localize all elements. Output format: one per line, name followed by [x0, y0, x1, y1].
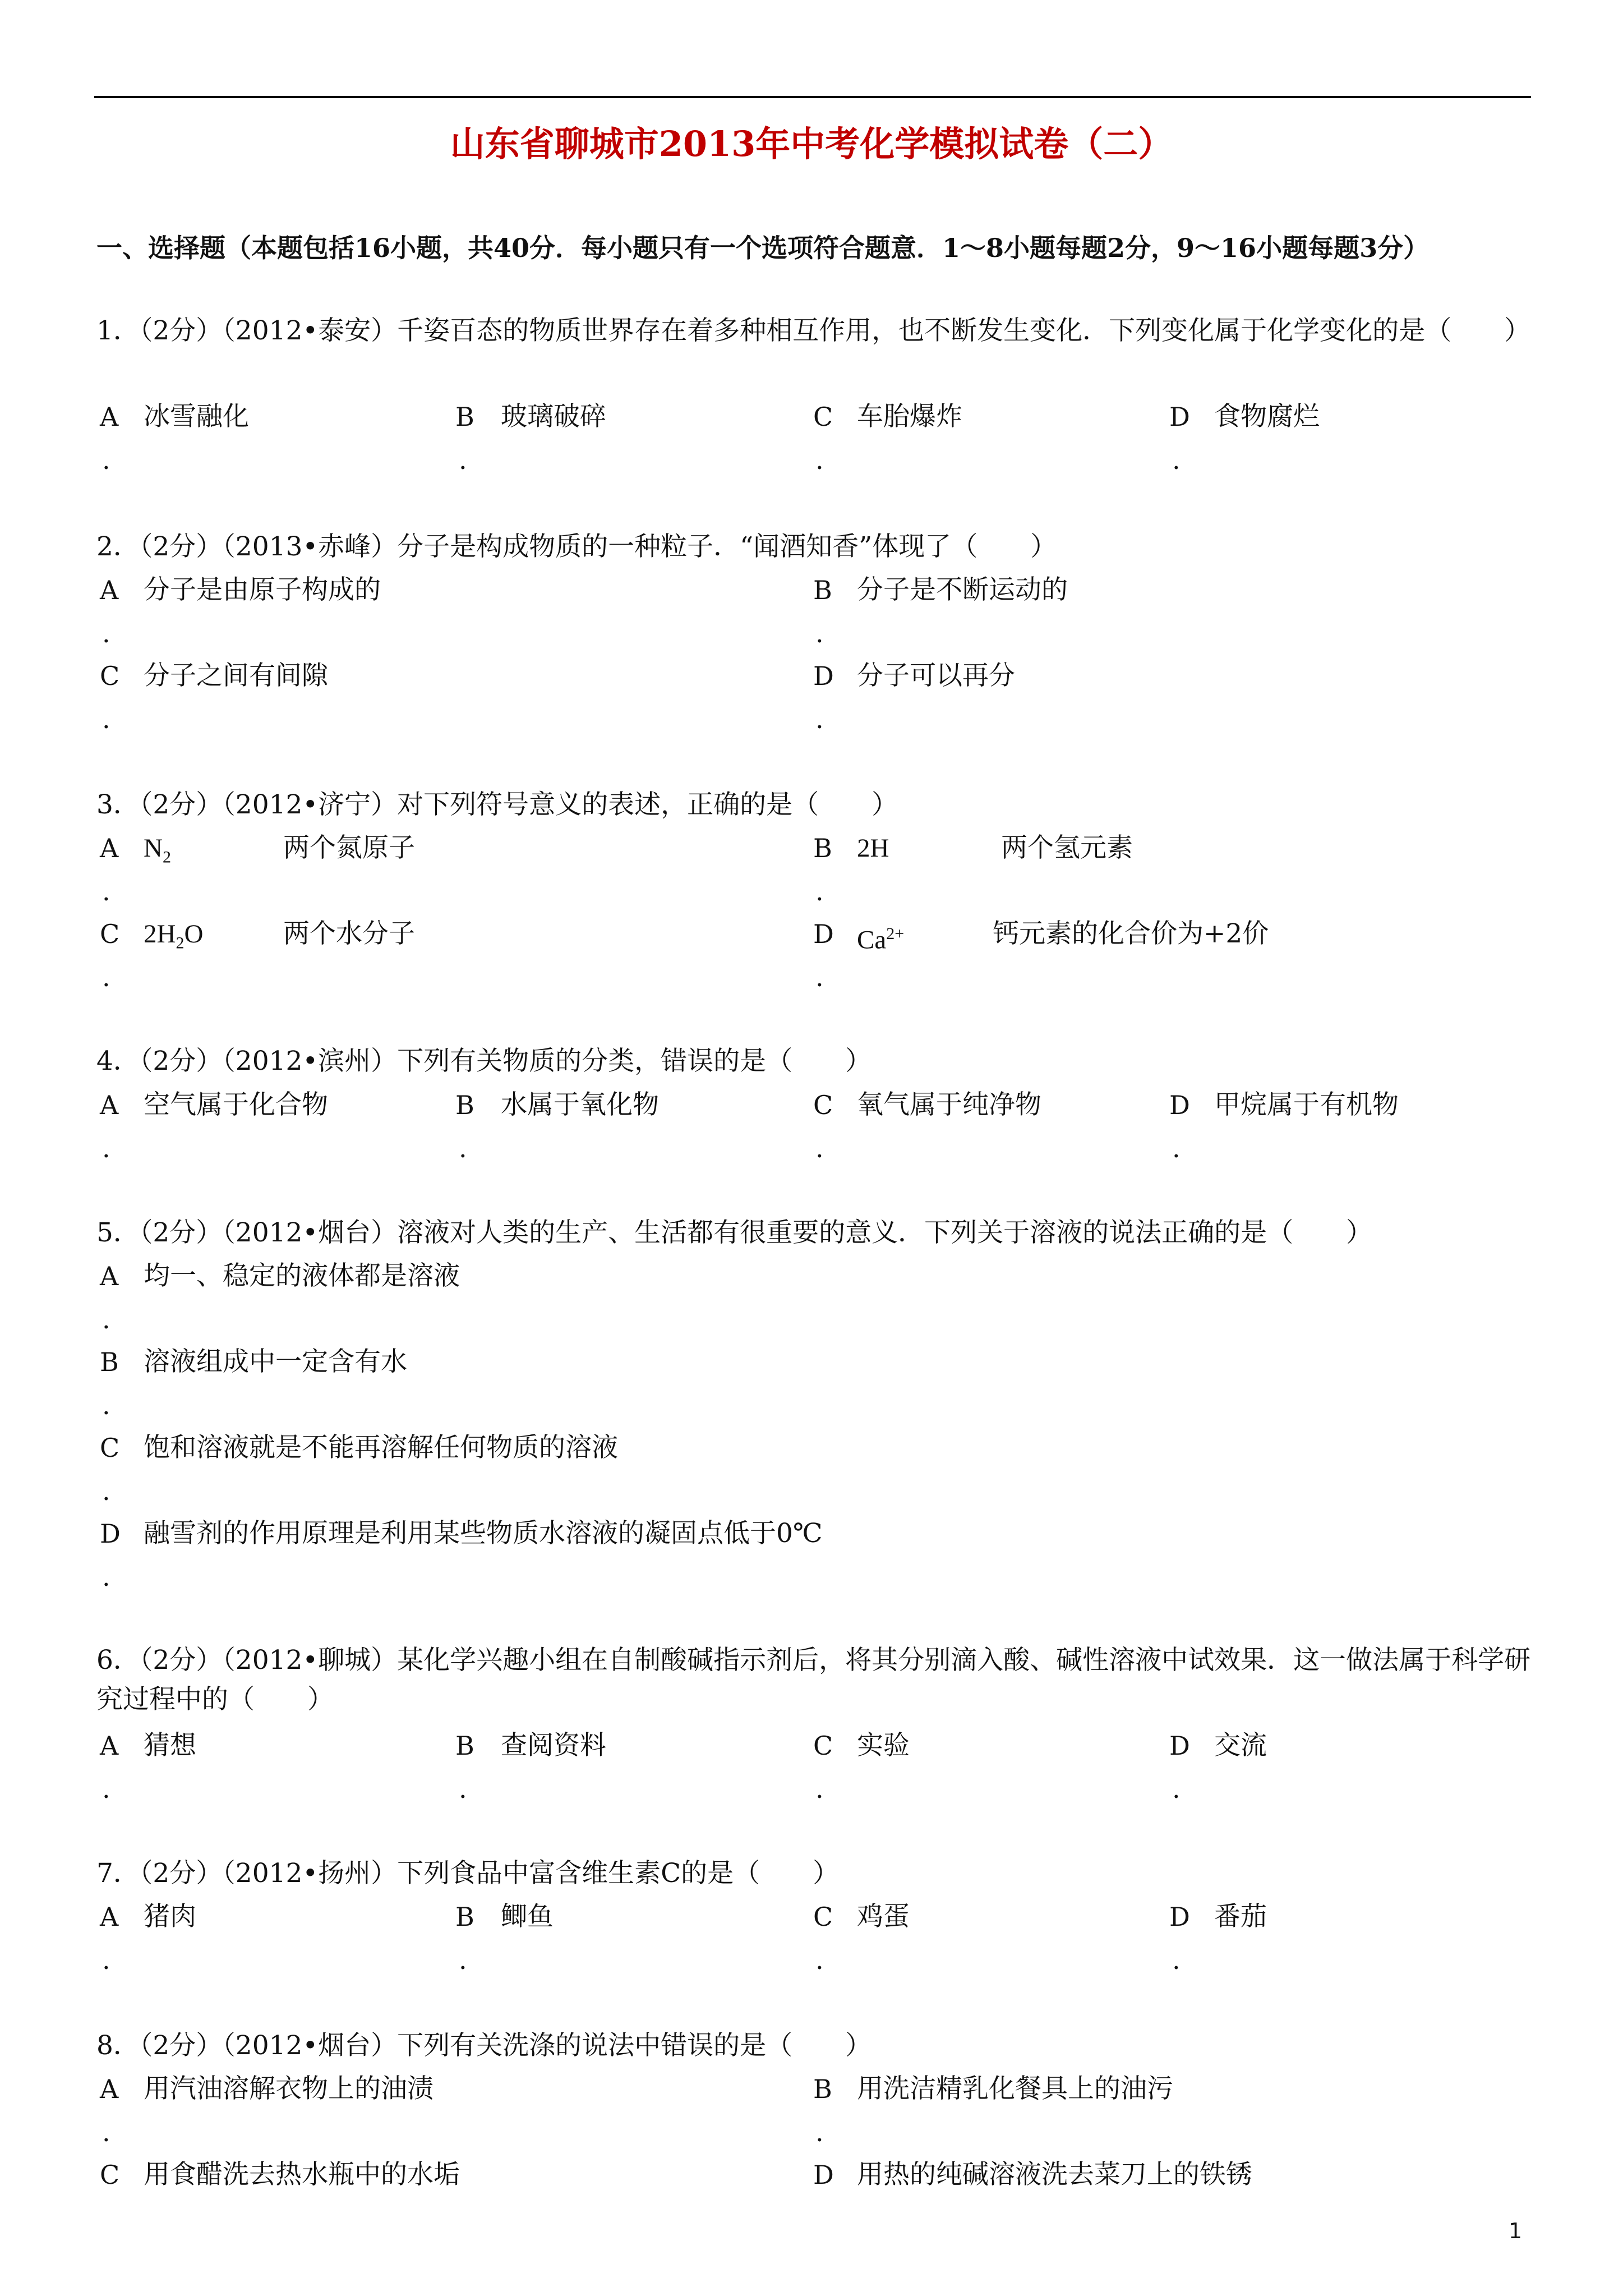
q4-option-b: 水属于氧化物: [501, 1089, 659, 1120]
q7-option-d: 番茄: [1214, 1901, 1267, 1932]
q7-option-d-letter: D: [1169, 1902, 1190, 1932]
q2-option-a-letter: A: [100, 575, 119, 605]
q5-option-c-letter: C: [100, 1433, 120, 1463]
q3-option-c-letter: C: [100, 919, 120, 949]
q4-option-c-dot: .: [815, 1133, 824, 1163]
q3-option-d-letter: D: [813, 919, 834, 949]
q6-option-c-letter: C: [813, 1731, 833, 1761]
q5-option-b-letter: B: [100, 1347, 119, 1377]
q1-option-b-letter: B: [455, 402, 474, 432]
question-3-stem: 3．（2分）（2012•济宁）对下列符号意义的表述，正确的是（ ）: [96, 789, 898, 820]
q5-option-b: 溶液组成中一定含有水: [144, 1346, 407, 1377]
q8-option-a: 用汽油溶解衣物上的油渍: [144, 2073, 434, 2104]
question-7-stem: 7．（2分）（2012•扬州）下列食品中富含维生素C的是（ ）: [96, 1858, 840, 1889]
q5-option-c: 饱和溶液就是不能再溶解任何物质的溶液: [144, 1432, 618, 1463]
q2-option-c-dot: .: [102, 704, 110, 734]
q5-option-a-dot: .: [102, 1304, 110, 1335]
q6-option-c-dot: .: [815, 1774, 824, 1804]
q3-option-b-letter: B: [813, 833, 832, 863]
q3-option-a-dot: .: [102, 876, 110, 907]
q8-option-d-letter: D: [813, 2160, 834, 2190]
question-5-stem: 5．（2分）（2012•烟台）溶液对人类的生产、生活都有很重要的意义．下列关于溶液的说法正确的是（ ）: [96, 1217, 1373, 1248]
q4-option-a-dot: .: [102, 1133, 110, 1163]
q8-option-b-dot: .: [815, 2117, 824, 2147]
q8-option-a-letter: A: [100, 2074, 119, 2104]
q2-option-d: 分子可以再分: [857, 660, 1015, 691]
q4-option-c: 氧气属于纯净物: [857, 1089, 1041, 1120]
q1-option-a-letter: A: [100, 402, 119, 432]
q3-option-d-formula: $Ca^{2+}$: [857, 924, 905, 955]
q6-option-b-dot: .: [459, 1774, 467, 1804]
q3-option-a-letter: A: [100, 833, 119, 863]
q7-option-c: 鸡蛋: [857, 1901, 910, 1932]
q4-option-a: 空气属于化合物: [144, 1089, 328, 1120]
q6-option-d-dot: .: [1172, 1774, 1181, 1804]
q3-option-c-formula: $2H_2O$: [144, 919, 204, 953]
q4-option-c-letter: C: [813, 1090, 833, 1120]
q2-option-d-dot: .: [815, 704, 824, 734]
q4-option-b-dot: .: [459, 1133, 467, 1163]
header-rule: [94, 96, 1531, 98]
q7-option-c-dot: .: [815, 1945, 824, 1975]
q3-option-c: 两个水分子: [283, 918, 415, 949]
q2-option-a-dot: .: [102, 618, 110, 648]
q1-option-c-dot: .: [815, 445, 824, 475]
q5-option-d: 融雪剂的作用原理是利用某些物质水溶液的凝固点低于0℃: [144, 1518, 823, 1549]
question-8-stem: 8．（2分）（2012•烟台）下列有关洗涤的说法中错误的是（ ）: [96, 2030, 872, 2061]
q3-option-b-formula: 2H: [857, 834, 889, 863]
q4-option-b-letter: B: [455, 1090, 474, 1120]
q7-option-b-dot: .: [459, 1945, 467, 1975]
q7-option-b: 鲫鱼: [501, 1901, 554, 1932]
q2-option-b: 分子是不断运动的: [857, 574, 1068, 605]
q2-option-c: 分子之间有间隙: [144, 660, 328, 691]
q6-option-a: 猜想: [144, 1730, 196, 1761]
question-6-stem: 6．（2分）（2012•聊城）某化学兴趣小组在自制酸碱指示剂后，将其分别滴入酸、碱性溶液中试效果．这一做法属于科学研究过程中的（ ）: [96, 1645, 1531, 1715]
q7-option-a-dot: .: [102, 1945, 110, 1975]
q5-option-a: 均一、稳定的液体都是溶液: [144, 1260, 460, 1291]
q6-option-b-letter: B: [455, 1731, 474, 1761]
q1-option-d: 食物腐烂: [1214, 401, 1320, 432]
q6-option-c: 实验: [857, 1730, 910, 1761]
q3-option-d-dot: .: [815, 962, 824, 992]
q5-option-d-letter: D: [100, 1519, 121, 1549]
q1-option-a: 冰雪融化: [144, 401, 249, 432]
q7-option-a-letter: A: [100, 1902, 119, 1932]
q7-option-d-dot: .: [1172, 1945, 1181, 1975]
q3-option-b-dot: .: [815, 876, 824, 907]
q5-option-d-dot: .: [102, 1562, 110, 1592]
q8-option-d: 用热的纯碱溶液洗去菜刀上的铁锈: [857, 2159, 1252, 2190]
q5-option-c-dot: .: [102, 1476, 110, 1506]
q3-option-c-dot: .: [102, 962, 110, 992]
question-2-stem: 2．（2分）（2013•赤峰）分子是构成物质的一种粒子．“闻酒知香”体现了（ ）: [96, 531, 1057, 562]
q1-option-d-letter: D: [1169, 402, 1190, 432]
page-number: 1: [1508, 2219, 1522, 2243]
q6-option-a-letter: A: [100, 1731, 119, 1761]
q8-option-c-letter: C: [100, 2160, 120, 2190]
q6-option-d: 交流: [1214, 1730, 1267, 1761]
q3-option-b: 两个氢元素: [1001, 832, 1133, 863]
q3-option-a: 两个氮原子: [283, 832, 415, 863]
q2-option-a: 分子是由原子构成的: [144, 574, 381, 605]
q7-option-c-letter: C: [813, 1902, 833, 1932]
q3-option-d: 钙元素的化合价为+2价: [993, 918, 1269, 949]
q5-option-b-dot: .: [102, 1390, 110, 1420]
q8-option-b: 用洗洁精乳化餐具上的油污: [857, 2073, 1173, 2104]
q6-option-a-dot: .: [102, 1774, 110, 1804]
q4-option-d-letter: D: [1169, 1090, 1190, 1120]
section-heading: 一、选择题（本题包括16小题，共40分．每小题只有一个选项符合题意．1～8小题每题2分，9～16小题每题3分）: [96, 233, 1430, 263]
q6-option-b: 查阅资料: [501, 1730, 606, 1761]
question-1-stem: 1．（2分）（2012•泰安）千姿百态的物质世界存在着多种相互作用，也不断发生变化．下列变化属于化学变化的是（ ）: [96, 315, 1531, 346]
question-4-stem: 4．（2分）（2012•滨州）下列有关物质的分类，错误的是（ ）: [96, 1046, 872, 1076]
q2-option-d-letter: D: [813, 661, 834, 691]
q1-option-c: 车胎爆炸: [857, 401, 962, 432]
q7-option-a: 猪肉: [144, 1901, 196, 1932]
q8-option-b-letter: B: [813, 2074, 832, 2104]
q4-option-a-letter: A: [100, 1090, 119, 1120]
q6-option-d-letter: D: [1169, 1731, 1190, 1761]
q3-option-a-formula: $N_2$: [144, 834, 171, 867]
q4-option-d-dot: .: [1172, 1133, 1181, 1163]
q4-option-d: 甲烷属于有机物: [1214, 1089, 1399, 1120]
q1-option-c-letter: C: [813, 402, 833, 432]
q5-option-a-letter: A: [100, 1261, 119, 1291]
q7-option-b-letter: B: [455, 1902, 474, 1932]
q8-option-a-dot: .: [102, 2117, 110, 2147]
q1-option-d-dot: .: [1172, 445, 1181, 475]
q2-option-b-letter: B: [813, 575, 832, 605]
page-title: 山东省聊城市2013年中考化学模拟试卷（二）: [450, 123, 1173, 164]
q1-option-b-dot: .: [459, 445, 467, 475]
q2-option-c-letter: C: [100, 661, 120, 691]
q2-option-b-dot: .: [815, 618, 824, 648]
q1-option-b: 玻璃破碎: [501, 401, 606, 432]
q1-option-a-dot: .: [102, 445, 110, 475]
q8-option-c: 用食醋洗去热水瓶中的水垢: [144, 2159, 460, 2190]
